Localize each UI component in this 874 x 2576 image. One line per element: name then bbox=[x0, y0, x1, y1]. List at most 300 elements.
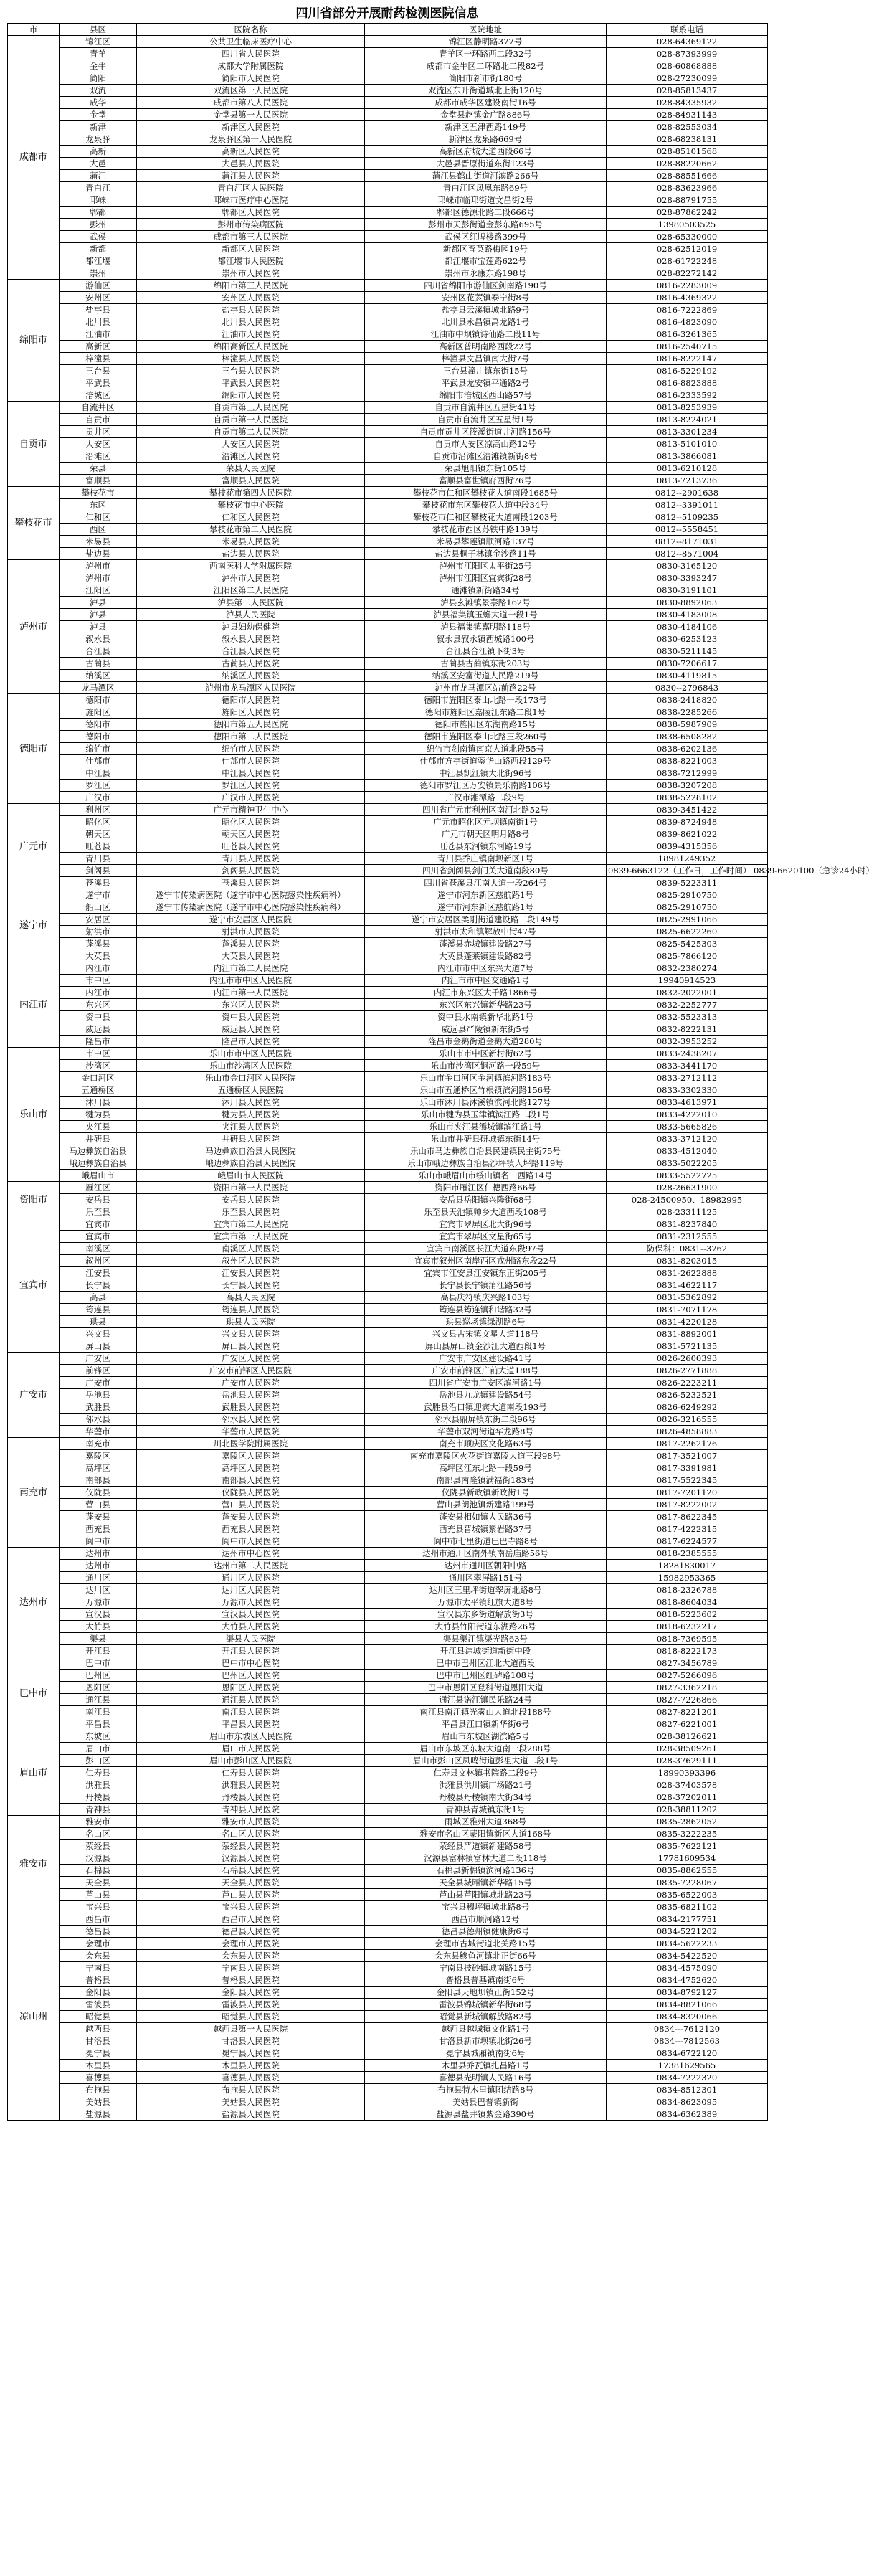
address-cell: 广汉市湘潭路二段9号 bbox=[365, 792, 607, 804]
hospital-cell: 广元市精神卫生中心 bbox=[137, 804, 365, 816]
address-cell: 美姑县巴普镇新街 bbox=[365, 2096, 607, 2108]
address-cell: 泸县福集镇嘉明路118号 bbox=[365, 621, 607, 633]
county-cell: 沙湾区 bbox=[60, 1060, 137, 1072]
hospital-cell: 仁和区人民医院 bbox=[137, 511, 365, 524]
county-cell: 金口河区 bbox=[60, 1072, 137, 1084]
table-row bbox=[8, 353, 768, 365]
address-cell: 富顺县富世镇府西街76号 bbox=[365, 475, 607, 487]
hospital-cell: 乐山市市中区人民医院 bbox=[137, 1048, 365, 1060]
phone-cell: 0835-6821102 bbox=[607, 1901, 768, 1913]
table-row bbox=[8, 584, 768, 597]
address-cell: 昭觉县新城镇解放路82号 bbox=[365, 2011, 607, 2023]
table-header-row bbox=[8, 24, 768, 36]
phone-cell: 0834-8512301 bbox=[607, 2084, 768, 2096]
county-cell: 恩阳区 bbox=[60, 1682, 137, 1694]
hospital-cell: 昭化区人民医院 bbox=[137, 816, 365, 828]
county-cell: 苍溪县 bbox=[60, 877, 137, 889]
address-cell: 资阳市雁江区仁德西路66号 bbox=[365, 1182, 607, 1194]
county-cell: 西昌市 bbox=[60, 1913, 137, 1926]
hospital-cell: 峨眉山市人民医院 bbox=[137, 1170, 365, 1182]
phone-cell: 028-84931143 bbox=[607, 109, 768, 121]
table-row bbox=[8, 1609, 768, 1621]
phone-cell: 0830-4184106 bbox=[607, 621, 768, 633]
county-cell: 五通桥区 bbox=[60, 1084, 137, 1097]
table-row bbox=[8, 36, 768, 48]
hospital-cell: 井研县人民医院 bbox=[137, 1133, 365, 1145]
table-row bbox=[8, 1706, 768, 1718]
hospital-cell: 宜宾市第二人民医院 bbox=[137, 1218, 365, 1231]
address-cell: 达州市通川区朝阳中路 bbox=[365, 1560, 607, 1572]
county-cell: 游仙区 bbox=[60, 280, 137, 292]
phone-cell: 0818-7369595 bbox=[607, 1633, 768, 1645]
phone-cell: 0817-4222315 bbox=[607, 1523, 768, 1535]
phone-cell: 0834-4575090 bbox=[607, 1962, 768, 1974]
phone-cell: 0813-3301234 bbox=[607, 426, 768, 438]
table-row bbox=[8, 1657, 768, 1670]
table-row bbox=[8, 706, 768, 719]
table-row bbox=[8, 999, 768, 1011]
hospital-cell: 公共卫生临床医疗中心 bbox=[137, 36, 365, 48]
phone-cell: 028-88791755 bbox=[607, 194, 768, 207]
county-cell: 威远县 bbox=[60, 1023, 137, 1036]
city-cell: 遂宁市 bbox=[8, 889, 60, 962]
hospital-cell: 达州市中心医院 bbox=[137, 1548, 365, 1560]
phone-cell: 0817-8622345 bbox=[607, 1511, 768, 1523]
table-row bbox=[8, 1987, 768, 1999]
county-cell: 资中县 bbox=[60, 1011, 137, 1023]
address-cell: 洪雅县洪川镇广场路21号 bbox=[365, 1779, 607, 1791]
hospital-cell: 泸州市人民医院 bbox=[137, 572, 365, 584]
county-cell: 大邑 bbox=[60, 158, 137, 170]
address-cell: 彭州市天彭街道金彭东路695号 bbox=[365, 219, 607, 231]
table-row bbox=[8, 1901, 768, 1913]
address-cell: 攀枝花市仁和区攀枝花大道南段1685号 bbox=[365, 487, 607, 499]
table-row bbox=[8, 719, 768, 731]
table-row bbox=[8, 889, 768, 901]
phone-cell: 028-88220662 bbox=[607, 158, 768, 170]
county-cell: 渠县 bbox=[60, 1633, 137, 1645]
phone-cell: 0839-5223311 bbox=[607, 877, 768, 889]
phone-cell: 0830--2796843 bbox=[607, 682, 768, 694]
county-cell: 蓬溪县 bbox=[60, 938, 137, 950]
table-row bbox=[8, 1962, 768, 1974]
hospital-cell: 遂宁市传染病医院（遂宁市中心医院感染性疾病科） bbox=[137, 889, 365, 901]
county-cell: 汉源县 bbox=[60, 1852, 137, 1865]
phone-cell: 0830-3393247 bbox=[607, 572, 768, 584]
phone-cell: 0834-2177751 bbox=[607, 1913, 768, 1926]
table-row bbox=[8, 804, 768, 816]
phone-cell: 0834-6722120 bbox=[607, 2047, 768, 2060]
hospital-cell: 东兴区人民医院 bbox=[137, 999, 365, 1011]
phone-cell: 028-65330000 bbox=[607, 231, 768, 243]
hospital-cell: 蓬安县人民医院 bbox=[137, 1511, 365, 1523]
county-cell: 北川县 bbox=[60, 316, 137, 328]
phone-cell: 0827-7226866 bbox=[607, 1694, 768, 1706]
phone-cell: 0812--8171031 bbox=[607, 536, 768, 548]
table-row bbox=[8, 1523, 768, 1535]
county-cell: 市中区 bbox=[60, 975, 137, 987]
phone-cell: 0816-7222869 bbox=[607, 304, 768, 316]
hospital-cell: 巴中市中心医院 bbox=[137, 1657, 365, 1670]
address-cell: 盐源县盐井镇紫金路390号 bbox=[365, 2108, 607, 2121]
table-row bbox=[8, 1365, 768, 1377]
address-cell: 荣县旭阳镇东街105号 bbox=[365, 463, 607, 475]
address-cell: 都江堰市宝莲路622号 bbox=[365, 255, 607, 267]
county-cell: 泸州市 bbox=[60, 572, 137, 584]
table-row bbox=[8, 731, 768, 743]
table-row bbox=[8, 1170, 768, 1182]
county-cell: 德阳市 bbox=[60, 719, 137, 731]
hospital-cell: 青白江区人民医院 bbox=[137, 182, 365, 194]
address-cell: 内江市市中区交通路1号 bbox=[365, 975, 607, 987]
hospital-cell: 阆中市人民医院 bbox=[137, 1535, 365, 1548]
address-cell: 泸州市江阳区太平街25号 bbox=[365, 560, 607, 572]
address-cell: 宜宾市翠屏区文星街65号 bbox=[365, 1231, 607, 1243]
hospital-cell: 芦山县人民医院 bbox=[137, 1889, 365, 1901]
hospital-cell: 西昌市人民医院 bbox=[137, 1913, 365, 1926]
address-cell: 攀枝花市仁和区攀枝花大道南段1203号 bbox=[365, 511, 607, 524]
phone-cell: 0834-8320066 bbox=[607, 2011, 768, 2023]
city-cell: 资阳市 bbox=[8, 1182, 60, 1218]
hospital-cell: 珙县人民医院 bbox=[137, 1316, 365, 1328]
table-row bbox=[8, 1133, 768, 1145]
hospital-cell: 华蓥市人民医院 bbox=[137, 1426, 365, 1438]
phone-cell: 0817-2262176 bbox=[607, 1438, 768, 1450]
county-cell: 珙县 bbox=[60, 1316, 137, 1328]
phone-cell: 0834-7222320 bbox=[607, 2072, 768, 2084]
hospital-cell: 泸州市龙马潭区人民医院 bbox=[137, 682, 365, 694]
phone-cell: 028-82272142 bbox=[607, 267, 768, 280]
table-row bbox=[8, 267, 768, 280]
hospital-cell: 青神县人民医院 bbox=[137, 1804, 365, 1816]
phone-cell: 0817-8222002 bbox=[607, 1499, 768, 1511]
hospital-cell: 泸县人民医院 bbox=[137, 609, 365, 621]
table-row bbox=[8, 926, 768, 938]
phone-cell: 0827-6221001 bbox=[607, 1718, 768, 1730]
phone-cell: 13980503525 bbox=[607, 219, 768, 231]
hospital-cell: 通江县人民医院 bbox=[137, 1694, 365, 1706]
address-cell: 锦江区静明路377号 bbox=[365, 36, 607, 48]
hospital-cell: 宜宾市第一人民医院 bbox=[137, 1231, 365, 1243]
hospital-cell: 三台县人民医院 bbox=[137, 365, 365, 377]
hospital-cell: 大邑县人民医院 bbox=[137, 158, 365, 170]
county-cell: 南充市 bbox=[60, 1438, 137, 1450]
address-cell: 德阳市旌阳区泰山北路一段173号 bbox=[365, 694, 607, 706]
phone-cell: 0835-3222235 bbox=[607, 1828, 768, 1840]
table-row bbox=[8, 865, 768, 877]
table-row bbox=[8, 621, 768, 633]
table-row bbox=[8, 1572, 768, 1584]
address-cell: 宝兴县穆坪镇城北路8号 bbox=[365, 1901, 607, 1913]
county-cell: 邛崃 bbox=[60, 194, 137, 207]
county-cell: 金牛 bbox=[60, 60, 137, 72]
phone-cell: 028-88551666 bbox=[607, 170, 768, 182]
county-cell: 旌阳区 bbox=[60, 706, 137, 719]
hospital-cell: 布拖县人民医院 bbox=[137, 2084, 365, 2096]
phone-cell: 0839-8724948 bbox=[607, 816, 768, 828]
county-cell: 大英县 bbox=[60, 950, 137, 962]
county-cell: 达州市 bbox=[60, 1548, 137, 1560]
phone-cell: 0838-8221003 bbox=[607, 755, 768, 767]
table-row bbox=[8, 85, 768, 97]
county-cell: 宁南县 bbox=[60, 1962, 137, 1974]
address-cell: 北川县永昌镇禹龙路1号 bbox=[365, 316, 607, 328]
table-row bbox=[8, 158, 768, 170]
phone-cell: 0838-6508282 bbox=[607, 731, 768, 743]
hospital-cell: 大安区人民医院 bbox=[137, 438, 365, 450]
hospital-cell: 眉山市人民医院 bbox=[137, 1743, 365, 1755]
phone-cell: 0832-2380274 bbox=[607, 962, 768, 975]
hospital-cell: 什邡市人民医院 bbox=[137, 755, 365, 767]
table-row bbox=[8, 2096, 768, 2108]
address-cell: 会理市古城街道北关路15号 bbox=[365, 1938, 607, 1950]
hospital-cell: 资中县人民医院 bbox=[137, 1011, 365, 1023]
phone-cell: 0835-8862555 bbox=[607, 1865, 768, 1877]
hospital-cell: 蒲江县人民医院 bbox=[137, 170, 365, 182]
hospital-cell: 米易县人民医院 bbox=[137, 536, 365, 548]
county-cell: 青神县 bbox=[60, 1804, 137, 1816]
hospital-cell: 乐山市沙湾区人民医院 bbox=[137, 1060, 365, 1072]
address-cell: 广元市昭化区元坝镇南街1号 bbox=[365, 816, 607, 828]
phone-cell: 0832-3953252 bbox=[607, 1036, 768, 1048]
table-row bbox=[8, 1816, 768, 1828]
phone-cell: 028-38509261 bbox=[607, 1743, 768, 1755]
table-row bbox=[8, 499, 768, 511]
phone-cell: 0831-2312555 bbox=[607, 1231, 768, 1243]
phone-cell: 028-23311125 bbox=[607, 1206, 768, 1218]
hospital-cell: 富顺县人民医院 bbox=[137, 475, 365, 487]
table-row bbox=[8, 1913, 768, 1926]
table-row bbox=[8, 1535, 768, 1548]
hospital-cell: 内江市市中区人民医院 bbox=[137, 975, 365, 987]
county-cell: 安岳县 bbox=[60, 1194, 137, 1206]
table-row bbox=[8, 1328, 768, 1340]
hospital-cell: 大英县人民医院 bbox=[137, 950, 365, 962]
county-cell: 马边彝族自治县 bbox=[60, 1145, 137, 1157]
phone-cell: 0813-8224021 bbox=[607, 414, 768, 426]
county-cell: 越西县 bbox=[60, 2023, 137, 2035]
table-row bbox=[8, 1852, 768, 1865]
phone-cell: 0838-6202136 bbox=[607, 743, 768, 755]
table-row bbox=[8, 389, 768, 402]
hospital-cell: 攀枝花市第四人民医院 bbox=[137, 487, 365, 499]
address-cell: 巴中市巴州区江北大道西段 bbox=[365, 1657, 607, 1670]
city-cell: 攀枝花市 bbox=[8, 487, 60, 560]
city-cell: 泸州市 bbox=[8, 560, 60, 694]
address-cell: 金堂县赵镇金广路886号 bbox=[365, 109, 607, 121]
phone-cell: 0826-6249292 bbox=[607, 1401, 768, 1414]
hospital-cell: 武胜县人民医院 bbox=[137, 1401, 365, 1414]
hospital-cell: 雅安市人民医院 bbox=[137, 1816, 365, 1828]
hospital-cell: 眉山市彭山区人民医院 bbox=[137, 1755, 365, 1767]
table-row bbox=[8, 304, 768, 316]
hospital-cell: 新都区人民医院 bbox=[137, 243, 365, 255]
hospital-cell: 越西县第一人民医院 bbox=[137, 2023, 365, 2035]
hospital-cell: 北川县人民医院 bbox=[137, 316, 365, 328]
county-cell: 岳池县 bbox=[60, 1389, 137, 1401]
county-cell: 夹江县 bbox=[60, 1121, 137, 1133]
county-cell: 古蔺县 bbox=[60, 658, 137, 670]
table-row bbox=[8, 1206, 768, 1218]
hospital-cell: 西南医科大学附属医院 bbox=[137, 560, 365, 572]
hospital-cell: 乐至县人民医院 bbox=[137, 1206, 365, 1218]
table-row bbox=[8, 487, 768, 499]
city-cell: 广元市 bbox=[8, 804, 60, 889]
hospital-cell: 旌阳区人民医院 bbox=[137, 706, 365, 719]
hospital-cell: 自贡市第一人民医院 bbox=[137, 414, 365, 426]
table-row bbox=[8, 231, 768, 243]
phone-cell: 18981249352 bbox=[607, 853, 768, 865]
table-row bbox=[8, 243, 768, 255]
phone-cell: 0825-7866120 bbox=[607, 950, 768, 962]
table-row bbox=[8, 901, 768, 914]
hospital-cell: 盐边县人民医院 bbox=[137, 548, 365, 560]
phone-cell: 0816-2333592 bbox=[607, 389, 768, 402]
county-cell: 荥经县 bbox=[60, 1840, 137, 1852]
phone-cell: 0825-2910750 bbox=[607, 901, 768, 914]
county-cell: 三台县 bbox=[60, 365, 137, 377]
table-row bbox=[8, 72, 768, 85]
hospital-cell: 开江县人民医院 bbox=[137, 1645, 365, 1657]
county-cell: 南溪区 bbox=[60, 1243, 137, 1255]
address-cell: 泸县玄滩镇景泰路162号 bbox=[365, 597, 607, 609]
hospital-cell: 德阳市人民医院 bbox=[137, 694, 365, 706]
county-cell: 彭山区 bbox=[60, 1755, 137, 1767]
header-city: 市 bbox=[8, 24, 60, 36]
county-cell: 华蓥市 bbox=[60, 1426, 137, 1438]
table-row bbox=[8, 987, 768, 999]
hospital-cell: 兴文县人民医院 bbox=[137, 1328, 365, 1340]
address-cell: 隆昌市金鹅街道金鹅大道280号 bbox=[365, 1036, 607, 1048]
county-cell: 西充县 bbox=[60, 1523, 137, 1535]
address-cell: 开江县淙城街道新街中段 bbox=[365, 1645, 607, 1657]
county-cell: 洪雅县 bbox=[60, 1779, 137, 1791]
table-row bbox=[8, 341, 768, 353]
table-row bbox=[8, 1694, 768, 1706]
address-cell: 西充县晋城镇紫岩路37号 bbox=[365, 1523, 607, 1535]
county-cell: 绵竹市 bbox=[60, 743, 137, 755]
hospital-cell: 绵竹市人民医院 bbox=[137, 743, 365, 755]
hospital-cell: 广汉市人民医院 bbox=[137, 792, 365, 804]
address-cell: 宣汉县东乡街道解放街3号 bbox=[365, 1609, 607, 1621]
hospital-cell: 宁南县人民医院 bbox=[137, 1962, 365, 1974]
address-cell: 宜宾市江安县江安镇东正街205号 bbox=[365, 1267, 607, 1279]
phone-cell: 028-27230099 bbox=[607, 72, 768, 85]
hospital-cell: 普格县人民医院 bbox=[137, 1974, 365, 1987]
table-row bbox=[8, 1292, 768, 1304]
address-cell: 仁寿县文林镇书院路二段9号 bbox=[365, 1767, 607, 1779]
hospital-cell: 荥经县人民医院 bbox=[137, 1840, 365, 1852]
hospital-cell: 内江市第二人民医院 bbox=[137, 962, 365, 975]
hospital-cell: 绵阳市第三人民医院 bbox=[137, 280, 365, 292]
phone-cell: 0838-2285266 bbox=[607, 706, 768, 719]
table-row bbox=[8, 1950, 768, 1962]
table-row bbox=[8, 1279, 768, 1292]
county-cell: 泸县 bbox=[60, 621, 137, 633]
phone-cell: 028-85101568 bbox=[607, 146, 768, 158]
phone-cell: 0817-3391981 bbox=[607, 1462, 768, 1474]
county-cell: 自流井区 bbox=[60, 402, 137, 414]
hospital-cell: 资阳市第一人民医院 bbox=[137, 1182, 365, 1194]
header-county: 县区 bbox=[60, 24, 137, 36]
hospital-cell: 成都市第八人民医院 bbox=[137, 97, 365, 109]
hospital-cell: 江阳区第二人民医院 bbox=[137, 584, 365, 597]
county-cell: 南部县 bbox=[60, 1474, 137, 1487]
county-cell: 达州市 bbox=[60, 1560, 137, 1572]
address-cell: 武侯区红牌楼路399号 bbox=[365, 231, 607, 243]
county-cell: 盐源县 bbox=[60, 2108, 137, 2121]
hospital-cell: 沿滩区人民医院 bbox=[137, 450, 365, 463]
address-cell: 雅安市名山区蒙阳镇新区大道168号 bbox=[365, 1828, 607, 1840]
hospital-cell: 沐川县人民医院 bbox=[137, 1097, 365, 1109]
hospital-cell: 乐山市金口河区人民医院 bbox=[137, 1072, 365, 1084]
address-cell: 青白江区凤凰东路69号 bbox=[365, 182, 607, 194]
phone-cell: 0818-2385555 bbox=[607, 1548, 768, 1560]
hospital-cell: 简阳市人民医院 bbox=[137, 72, 365, 85]
address-cell: 通滩镇新街路34号 bbox=[365, 584, 607, 597]
table-row bbox=[8, 816, 768, 828]
address-cell: 巴中市巴州区红碑路108号 bbox=[365, 1670, 607, 1682]
address-cell: 乐山市沐川县沐溪镇滨河北路127号 bbox=[365, 1097, 607, 1109]
county-cell: 巴中市 bbox=[60, 1657, 137, 1670]
county-cell: 宝兴县 bbox=[60, 1901, 137, 1913]
county-cell: 东区 bbox=[60, 499, 137, 511]
address-cell: 郫都区德源北路二段666号 bbox=[365, 207, 607, 219]
phone-cell: 0817-5522345 bbox=[607, 1474, 768, 1487]
table-row bbox=[8, 1999, 768, 2011]
address-cell: 合江县合江镇下街3号 bbox=[365, 645, 607, 658]
table-row bbox=[8, 743, 768, 755]
city-cell: 巴中市 bbox=[8, 1657, 60, 1730]
hospital-table bbox=[7, 23, 874, 2121]
address-cell: 盐亭县云溪镇城北路9号 bbox=[365, 304, 607, 316]
address-cell: 营山县朗池镇新建路199号 bbox=[365, 1499, 607, 1511]
table-row bbox=[8, 755, 768, 767]
county-cell: 东兴区 bbox=[60, 999, 137, 1011]
county-cell: 开江县 bbox=[60, 1645, 137, 1657]
table-body bbox=[8, 36, 874, 2121]
table-row bbox=[8, 1840, 768, 1852]
hospital-cell: 叙永县人民医院 bbox=[137, 633, 365, 645]
table-row bbox=[8, 1828, 768, 1840]
address-cell: 万源市太平镇红旗大道8号 bbox=[365, 1596, 607, 1609]
phone-cell: 0812--8571004 bbox=[607, 548, 768, 560]
address-cell: 乐山市马边彝族自治县民建镇民主街75号 bbox=[365, 1145, 607, 1157]
table-row bbox=[8, 1438, 768, 1450]
phone-cell: 0826-5232521 bbox=[607, 1389, 768, 1401]
county-cell: 昭化区 bbox=[60, 816, 137, 828]
hospital-cell: 攀枝花市第二人民医院 bbox=[137, 524, 365, 536]
address-cell: 四川省剑阁县剑门关大道南段80号 bbox=[365, 865, 607, 877]
hospital-cell: 彭州市传染病医院 bbox=[137, 219, 365, 231]
county-cell: 武侯 bbox=[60, 231, 137, 243]
address-cell: 芦山县芦阳镇城北路23号 bbox=[365, 1889, 607, 1901]
county-cell: 高坪区 bbox=[60, 1462, 137, 1474]
hospital-cell: 金阳县人民医院 bbox=[137, 1987, 365, 1999]
hospital-cell: 宣汉县人民医院 bbox=[137, 1609, 365, 1621]
table-row bbox=[8, 828, 768, 840]
phone-cell: 0833-3302330 bbox=[607, 1084, 768, 1097]
phone-cell: 0826-3216555 bbox=[607, 1414, 768, 1426]
table-row bbox=[8, 1474, 768, 1487]
address-cell: 德阳市旌阳区嘉陵江东路二段1号 bbox=[365, 706, 607, 719]
table-row bbox=[8, 463, 768, 475]
table-row bbox=[8, 97, 768, 109]
address-cell: 中江县凯江镇大北街96号 bbox=[365, 767, 607, 780]
address-cell: 四川省广元市利州区南河北路52号 bbox=[365, 804, 607, 816]
table-row bbox=[8, 1011, 768, 1023]
hospital-cell: 会理市人民医院 bbox=[137, 1938, 365, 1950]
